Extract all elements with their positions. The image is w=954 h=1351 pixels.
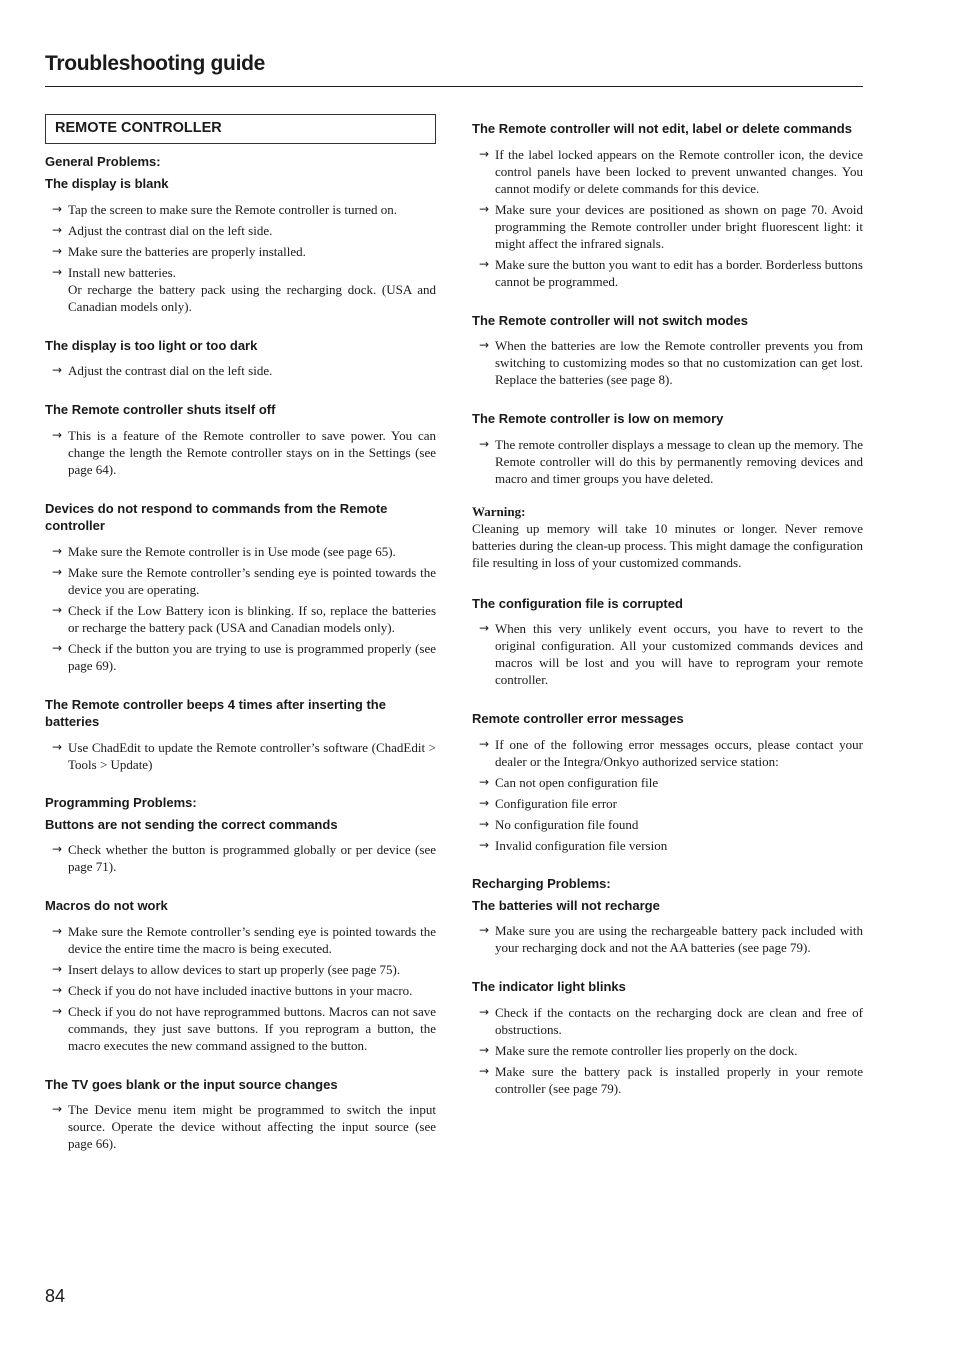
bullet-item (45, 923, 436, 957)
bullet-list (45, 1101, 436, 1152)
bullet-item (472, 256, 863, 290)
topic-heading: The TV goes blank or the input source changes (45, 1076, 338, 1092)
bullet-list (45, 362, 436, 379)
bullet-list (472, 736, 863, 854)
topic-heading: Macros do not work (45, 898, 168, 913)
topic (472, 897, 863, 957)
topic-heading: The Remote controller is low on memory (472, 411, 724, 426)
bullet-text: When the batteries are low the Remote controller prevents you from switching to customizing modes so that no customization can get lost. Replace the batteries (see page 8). (495, 338, 863, 387)
bullet-text: The remote controller displays a message to clean up the memory. The Remote controller will do this by permanently removing devices and macro and timer groups you have deleted. (495, 436, 863, 486)
bullet-item (472, 1004, 863, 1038)
arrow-icon: → (52, 1003, 63, 1018)
bullet-text: Make sure the Remote controller is in Use mode (see page 65). (68, 543, 396, 559)
arrow-icon: → (479, 201, 490, 216)
topic-heading: Buttons are not sending the correct commands (45, 816, 338, 832)
title-divider (45, 86, 863, 87)
arrow-icon: → (52, 201, 63, 216)
warning-label: Warning: (472, 503, 526, 519)
arrow-icon: → (479, 338, 490, 352)
bullet-text: Check whether the button is programmed globally or per device (see page 71). (68, 842, 436, 874)
topic-heading: The Remote controller shuts itself off (45, 402, 276, 417)
bullet-item (472, 1063, 863, 1097)
arrow-icon: → (479, 1042, 490, 1057)
topic (45, 175, 436, 315)
bullet-item (45, 1003, 436, 1054)
bullet-text: Adjust the contrast dial on the left side. (68, 363, 273, 378)
topic (45, 816, 436, 876)
bullet-text: If the label locked appears on the Remote controller icon, the device control panels have been locked to prevent unwanted changes. You cannot modify or delete commands for this device. (495, 146, 863, 196)
bullet-list (472, 337, 863, 388)
bullet-text: No configuration file found (495, 816, 639, 832)
bullet-item (472, 736, 863, 770)
bullet-text: Make sure the Remote controller’s sending eye is pointed towards the device you are operating. (68, 564, 436, 597)
bullet-item (45, 264, 436, 315)
group-heading-recharging: Recharging Problems: (472, 875, 611, 891)
arrow-icon: → (52, 923, 63, 938)
topic (472, 120, 863, 290)
bullet-text: Tap the screen to make sure the Remote controller is turned on. (68, 201, 398, 217)
bullet-item (472, 620, 863, 688)
topic (472, 312, 863, 389)
topic-heading: The display is blank (45, 176, 169, 191)
arrow-icon: → (479, 256, 490, 271)
bullet-list (45, 427, 436, 478)
arrow-icon: → (479, 1004, 490, 1019)
topic-heading: The display is too light or too dark (45, 337, 258, 353)
bullet-text: Make sure you are using the rechargeable battery pack included with your recharging dock and not the AA batteries (see page 79). (495, 923, 863, 955)
topic (45, 897, 436, 1054)
bullet-item (45, 640, 436, 674)
bullet-text: Check if the Low Battery icon is blinking. If so, replace the batteries or recharge the battery pack (USA and Canadian models only). (68, 602, 436, 635)
topic (472, 595, 863, 689)
topic (45, 1076, 436, 1153)
warning-text: Cleaning up memory will take 10 minutes or longer. Never remove batteries during the clean-up process. This might damage the configuration file resulting in loss of your customized commands. (472, 520, 863, 570)
left-column (45, 114, 436, 1174)
bullet-item (472, 1042, 863, 1059)
bullet-item (45, 1101, 436, 1152)
arrow-icon: → (52, 427, 63, 442)
topics-general (45, 175, 436, 773)
bullet-text: Check if the contacts on the recharging dock are clean and free of obstructions. (495, 1004, 863, 1037)
bullet-list (472, 922, 863, 956)
bullet-list (45, 739, 436, 773)
bullet-text: Invalid configuration file version (495, 837, 668, 853)
arrow-icon: → (479, 436, 490, 451)
bullet-text: Check if the button you are trying to use is programmed properly (see page 69). (68, 640, 436, 673)
topic (472, 710, 863, 854)
bullet-text: Use ChadEdit to update the Remote controller’s software (ChadEdit > Tools > Update) (68, 739, 436, 772)
arrow-icon: → (479, 795, 490, 810)
bullet-text: When this very unlikely event occurs, you have to revert to the original configuration. All your customized commands devices and macros will be lost and you will have to reprogram your remote controller. (495, 621, 863, 687)
bullet-list (45, 201, 436, 315)
topic (45, 696, 436, 773)
warning-note (472, 503, 863, 571)
bullet-item (45, 602, 436, 636)
bullet-item (45, 564, 436, 598)
bullet-item (45, 201, 436, 218)
topic-heading: The batteries will not recharge (472, 897, 660, 913)
topic-heading: The Remote controller will not switch modes (472, 312, 748, 328)
section-title-box: REMOTE CONTROLLER (45, 114, 436, 144)
bullet-text: Make sure the Remote controller’s sending eye is pointed towards the device the entire time the macro is being executed. (68, 923, 436, 956)
arrow-icon: → (479, 621, 490, 635)
bullet-list (45, 923, 436, 1054)
arrow-icon: → (52, 602, 63, 617)
bullet-item (45, 243, 436, 260)
bullet-item (472, 816, 863, 833)
bullet-item (45, 841, 436, 875)
topics-configuration (472, 595, 863, 854)
bullet-text: Can not open configuration file (495, 774, 659, 790)
arrow-icon: → (52, 739, 63, 754)
arrow-icon: → (52, 222, 63, 237)
bullet-list (472, 1004, 863, 1097)
topic (45, 337, 436, 380)
topic-heading: The Remote controller will not edit, label or delete commands (472, 121, 852, 136)
arrow-icon: → (479, 146, 490, 161)
arrow-icon: → (52, 264, 63, 279)
topic (45, 401, 436, 478)
topics-recharging (472, 897, 863, 1097)
bullet-item (472, 201, 863, 252)
arrow-icon: → (479, 736, 490, 751)
page-title: Troubleshooting guide (45, 52, 266, 75)
topics-programming (45, 816, 436, 1153)
bullet-text: Make sure the button you want to edit has a border. Borderless buttons cannot be programmed. (495, 256, 863, 289)
arrow-icon: → (479, 1063, 490, 1078)
arrow-icon: → (52, 982, 63, 997)
group-heading-general: General Problems: (45, 154, 161, 169)
bullet-item (45, 427, 436, 478)
bullet-text: Make sure the battery pack is installed properly in your remote controller (see page 79). (495, 1063, 863, 1096)
bullet-list (45, 841, 436, 875)
bullet-text: This is a feature of the Remote controller to save power. You can change the length the Remote controller stays on in the Settings (see page 64). (68, 427, 436, 477)
arrow-icon: → (52, 543, 63, 558)
page-number: 84 (45, 1286, 66, 1306)
bullet-text: Check if you do not have reprogrammed buttons. Macros can not save commands, they just save buttons. If you reprogram a button, the macro executes the new command assigned to the button. (68, 1003, 436, 1053)
right-column (472, 120, 863, 1119)
bullet-item (472, 436, 863, 487)
arrow-icon: → (479, 837, 490, 852)
bullet-item (45, 222, 436, 239)
bullet-item (472, 837, 863, 854)
bullet-item (45, 961, 436, 978)
bullet-text: Make sure your devices are positioned as shown on page 70. Avoid programming the Remote controller under bright fluorescent light: it might affect the infrared signals. (495, 201, 863, 251)
topic-heading: The configuration file is corrupted (472, 595, 683, 611)
arrow-icon: → (52, 564, 63, 579)
bullet-text: Insert delays to allow devices to start up properly (see page 75). (68, 961, 401, 977)
bullet-item (45, 362, 436, 379)
bullet-item (472, 922, 863, 956)
topic-heading: Devices do not respond to commands from the Remote controller (45, 500, 388, 533)
bullet-list (472, 436, 863, 487)
topic-heading: The indicator light blinks (472, 979, 626, 994)
bullet-item (45, 739, 436, 773)
bullet-text: Make sure the batteries are properly installed. (68, 243, 306, 259)
topic-heading: The Remote controller beeps 4 times after inserting the batteries (45, 696, 386, 729)
bullet-list (472, 146, 863, 290)
bullet-text: Check if you do not have included inactive buttons in your macro. (68, 982, 413, 998)
arrow-icon: → (52, 640, 63, 655)
arrow-icon: → (52, 363, 63, 377)
bullet-text: Adjust the contrast dial on the left side. (68, 222, 273, 238)
topic-heading: Remote controller error messages (472, 711, 684, 726)
bullet-item (472, 795, 863, 812)
topic (45, 500, 436, 674)
bullet-text: Install new batteries. Or recharge the battery pack using the recharging dock. (USA and Canadian models only). (68, 264, 436, 314)
bullet-text: The Device menu item might be programmed to switch the input source. Operate the device without affecting the input source (see page 66). (68, 1102, 436, 1151)
arrow-icon: → (52, 243, 63, 258)
bullet-item (472, 337, 863, 388)
arrow-icon: → (52, 842, 63, 856)
bullet-list (45, 543, 436, 674)
bullet-item (472, 774, 863, 791)
arrow-icon: → (479, 816, 490, 831)
bullet-item (45, 982, 436, 999)
bullet-list (472, 620, 863, 688)
arrow-icon: → (479, 774, 490, 789)
bullet-text: Configuration file error (495, 795, 618, 811)
topics-commands (472, 120, 863, 487)
bullet-text: Make sure the remote controller lies properly on the dock. (495, 1042, 798, 1058)
arrow-icon: → (52, 1102, 63, 1116)
bullet-item (45, 543, 436, 560)
topic (472, 978, 863, 1097)
bullet-item (472, 146, 863, 197)
topic (472, 410, 863, 487)
bullet-text: If one of the following error messages occurs, please contact your dealer or the Integra/Onkyo authorized service station: (495, 736, 863, 769)
group-heading-programming: Programming Problems: (45, 794, 197, 810)
arrow-icon: → (52, 961, 63, 976)
arrow-icon: → (479, 923, 490, 937)
